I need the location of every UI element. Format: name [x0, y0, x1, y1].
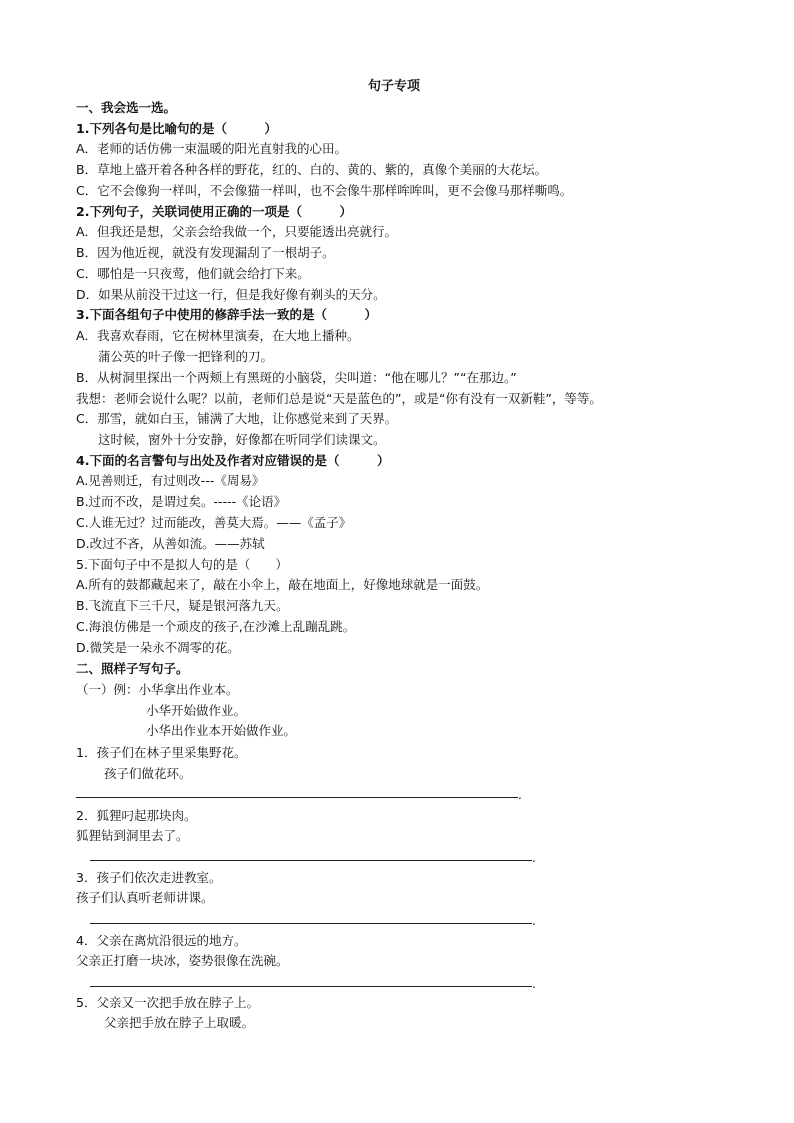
section1-heading: 一、我会选一选。 [76, 100, 177, 115]
example-line-3: 小华出作业本开始做作业。 [146, 723, 297, 738]
item1-sentence-1: 1．孩子们在林子里采集野花。 [76, 745, 247, 760]
example-line-2: 小华开始做作业。 [146, 703, 247, 718]
q4-stem: 4.下面的名言警句与出处及作者对应错误的是（ ） [76, 453, 390, 468]
item3-end-mark: . [532, 914, 536, 928]
q2-stem: 2.下列句子，关联词使用正确的一项是（ ） [76, 204, 352, 219]
q3-line-b2: 我想：老师会说什么呢？以前，老师们总是说“天是蓝色的”，或是“你有没有一双新鞋”，等等。 [76, 391, 602, 406]
q2-option-a: A．但我还是想，父亲会给我做一个，只要能透出亮就行。 [76, 224, 398, 239]
q3-line-a1: A．我喜欢春雨，它在树林里演奏，在大地上播种。 [76, 328, 360, 343]
q4-option-b: B.过而不改，是谓过矣。-----《论语》 [76, 494, 287, 509]
example-line-1: （一）例：小华拿出作业本。 [76, 682, 239, 697]
q2-option-c: C．哪怕是一只夜莺，他们就会给打下来。 [76, 266, 310, 281]
item1-end-mark: . [518, 788, 522, 802]
q3-line-a2: 蒲公英的叶子像一把锋利的刀。 [98, 349, 274, 364]
item4-end-mark: . [532, 977, 536, 991]
item1-answer-line[interactable] [76, 797, 518, 798]
q3-line-c2: 这时候，窗外十分安静，好像都在听同学们读课文。 [98, 432, 386, 447]
q4-option-a: A.见善则迁，有过则改---《周易》 [76, 473, 265, 488]
item2-end-mark: . [532, 851, 536, 865]
item5-sentence-1: 5．父亲又一次把手放在脖子上。 [76, 995, 259, 1010]
item4-sentence-1: 4．父亲在离炕沿很远的地方。 [76, 933, 247, 948]
q1-option-c: C．它不会像狗一样叫，不会像猫一样叫，也不会像牛那样哞哞叫，更不会像马那样嘶鸣。 [76, 183, 573, 198]
q2-option-d: D．如果从前没干过这一行，但是我好像有剃头的天分。 [76, 287, 386, 302]
item3-answer-line[interactable] [90, 923, 532, 924]
q2-option-b: B．因为他近视，就没有发现漏刮了一根胡子。 [76, 245, 335, 260]
item2-answer-line[interactable] [90, 860, 532, 861]
item2-sentence-1: 2．狐狸叼起那块肉。 [76, 808, 197, 823]
page-title: 句子专项 [368, 79, 421, 94]
item5-sentence-2: 父亲把手放在脖子上取暖。 [104, 1015, 255, 1030]
item1-sentence-2: 孩子们做花环。 [104, 766, 192, 781]
item2-sentence-2: 狐狸钻到洞里去了。 [76, 828, 189, 843]
q5-option-d: D.微笑是一朵永不凋零的花。 [76, 640, 240, 655]
q1-stem: 1.下列各句是比喻句的是（ ） [76, 121, 277, 136]
q3-stem: 3.下面各组句子中使用的修辞手法一致的是（ ） [76, 307, 377, 322]
q3-line-c1: C．那雪，就如白玉，铺满了大地，让你感觉来到了天界。 [76, 411, 398, 426]
q4-option-d: D.改过不吝，从善如流。——苏轼 [76, 536, 265, 551]
item3-sentence-2: 孩子们认真听老师讲课。 [76, 890, 214, 905]
q1-option-b: B．草地上盛开着各种各样的野花，红的、白的、黄的、紫的，真像个美丽的大花坛。 [76, 162, 548, 177]
q5-stem: 5.下面句子中不是拟人句的是（ ） [76, 557, 288, 572]
q5-option-c: C.海浪仿佛是一个顽皮的孩子,在沙滩上乱蹦乱跳。 [76, 619, 356, 634]
item3-sentence-1: 3．孩子们依次走进教室。 [76, 870, 222, 885]
section2-heading: 二、照样子写句子。 [76, 661, 189, 676]
item4-answer-line[interactable] [90, 986, 532, 987]
q5-option-b: B.飞流直下三千尺，疑是银河落九天。 [76, 598, 289, 613]
item4-sentence-2: 父亲正打磨一块冰，姿势很像在洗碗。 [76, 953, 289, 968]
q5-option-a: A.所有的鼓都藏起来了，敲在小伞上，敲在地面上，好像地球就是一面鼓。 [76, 577, 489, 592]
q3-line-b1: B．从树洞里探出一个两颊上有黑斑的小脑袋，尖叫道：“他在哪儿？”“在那边。” [76, 370, 517, 385]
q1-option-a: A．老师的话仿佛一束温暖的阳光直射我的心田。 [76, 141, 348, 156]
q4-option-c: C.人谁无过？过而能改，善莫大焉。——《孟子》 [76, 515, 352, 530]
